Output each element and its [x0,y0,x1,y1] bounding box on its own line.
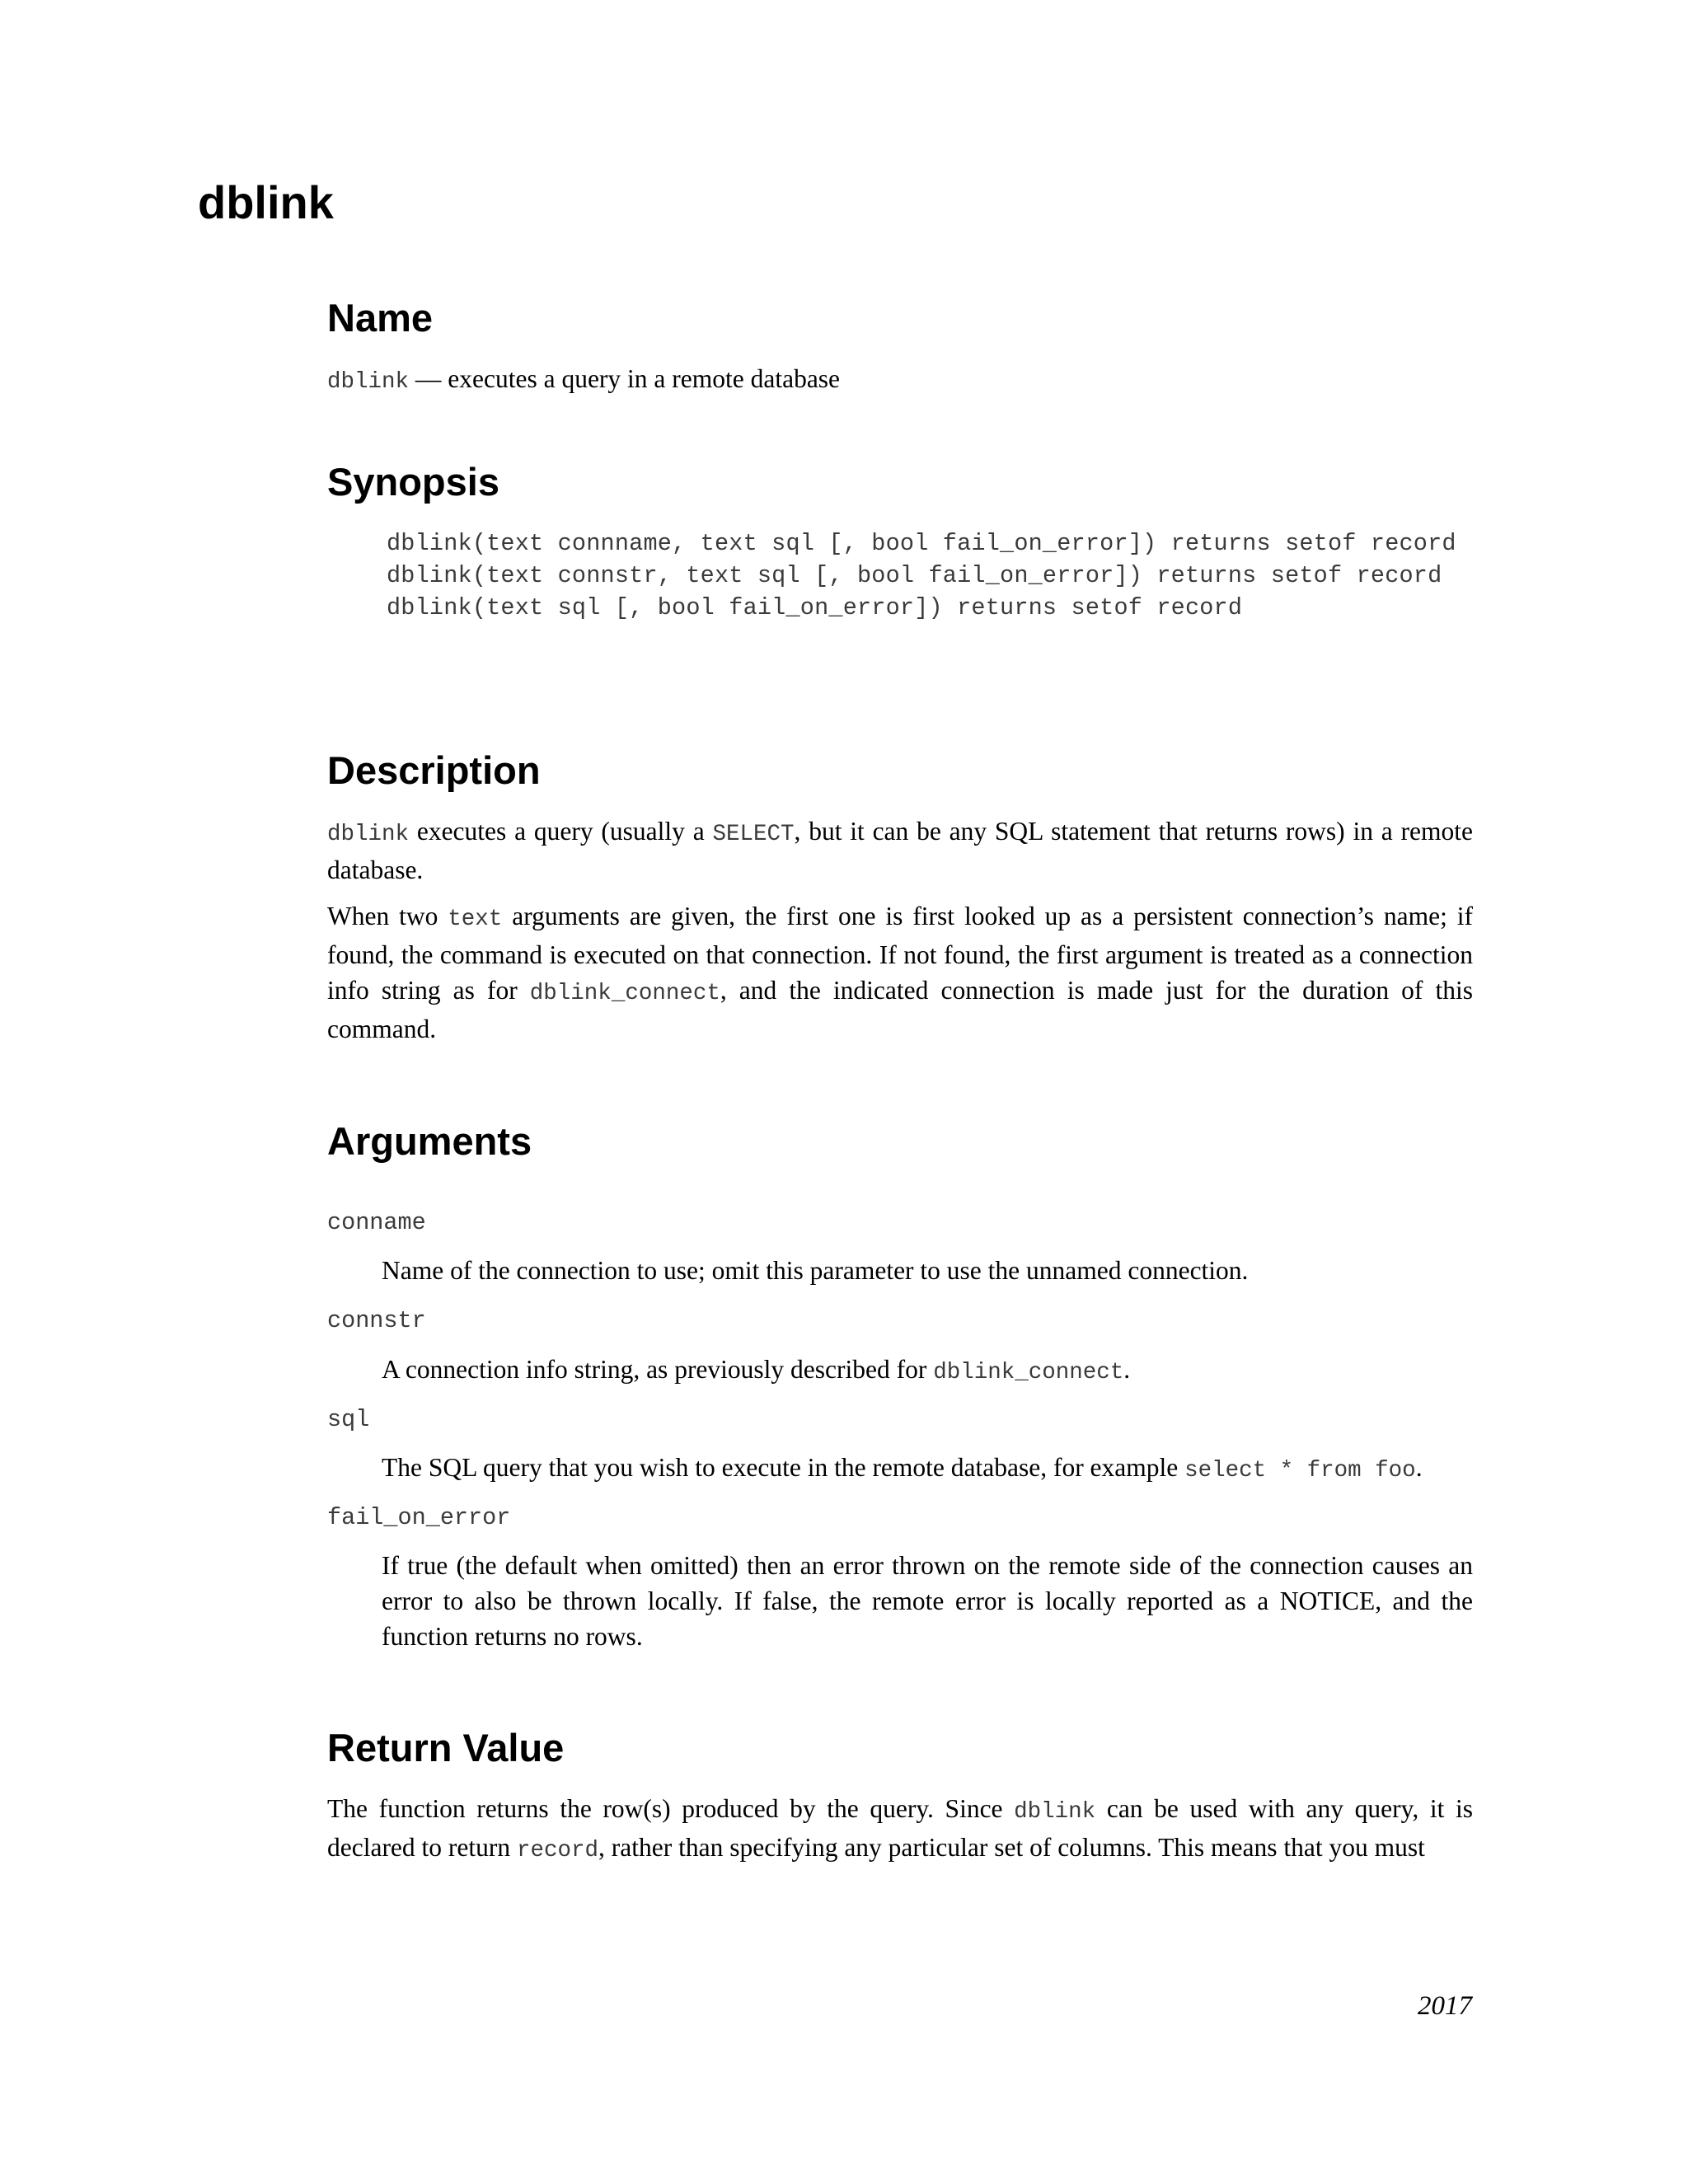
inline-code: dblink [1014,1799,1096,1825]
synopsis-line: dblink(text connname, text sql [, bool fail_on_error]) returns setof record [387,530,1456,557]
return-value-heading: Return Value [327,1726,565,1769]
inline-code: select * from foo [1184,1458,1416,1483]
paragraph-text: The function returns the row(s) produced by the query. Since [327,1794,1015,1823]
argument-term: connstr [327,1307,426,1334]
paragraph-text: , rather than specifying any particular set of columns. This means that you must [598,1833,1425,1862]
paragraph-text: can be used with any query, it is declared to return [327,1794,1473,1862]
paragraph-text: . [1415,1453,1423,1482]
paragraph-text: If true (the default when omitted) then an error thrown on the remote side of the connection causes an error to also be thrown locally. If false, the remote error is locally reported as a NOTICE, and the function returns no rows. [382,1551,1473,1651]
synopsis-line: dblink(text connstr, text sql [, bool fail_on_error]) returns setof record [387,562,1442,589]
return-value-paragraph [327,1791,1473,1868]
name-heading: Name [327,296,434,340]
synopsis-code-block [387,527,1456,624]
arguments-heading: Arguments [327,1119,532,1163]
name-summary [327,361,1473,400]
inline-code: record [517,1838,599,1863]
paragraph-text: Name of the connection to use; omit this parameter to use the unnamed connection. [382,1256,1249,1285]
argument-term: fail_on_error [327,1504,511,1531]
synopsis-line: dblink(text sql [, bool fail_on_error]) returns setof record [387,594,1243,621]
inline-code: dblink_connect [529,981,720,1006]
inline-code: text [448,907,503,932]
function-summary: — executes a query in a remote database [409,364,841,393]
description-paragraph-2 [327,898,1473,1047]
inline-code: dblink [327,822,410,847]
inline-code: dblink_connect [933,1360,1124,1385]
function-name: dblink [327,369,410,395]
paragraph-text: , and the indicated connection is made just for the duration of this command. [327,976,1473,1043]
paragraph-text: The SQL query that you wish to execute in the remote database, for example [382,1453,1185,1482]
argument-description [382,1548,1473,1654]
description-heading: Description [327,748,541,792]
paragraph-text: When two [327,902,448,930]
paragraph-text: A connection info string, as previously described for [382,1355,934,1384]
paragraph-text: arguments are given, the first one is first looked up as a persistent connection’s name; if found, the command is executed on that connection. If not found, the first argument is treated as a connection info string as for [327,902,1473,1005]
paragraph-text: executes a query (usually a [409,817,713,846]
paragraph-text: . [1123,1355,1131,1384]
argument-description [382,1352,1473,1390]
synopsis-heading: Synopsis [327,460,499,504]
paragraph-text: , but it can be any SQL statement that returns rows) in a remote database. [327,817,1473,884]
argument-term: sql [327,1406,370,1433]
argument-description [382,1253,1473,1288]
inline-code: SELECT [712,822,795,847]
argument-term: conname [327,1209,426,1236]
page-title: dblink [198,176,334,228]
description-paragraph-1 [327,813,1473,888]
page-number: 2017 [1418,1991,1472,2021]
argument-description [382,1450,1473,1488]
